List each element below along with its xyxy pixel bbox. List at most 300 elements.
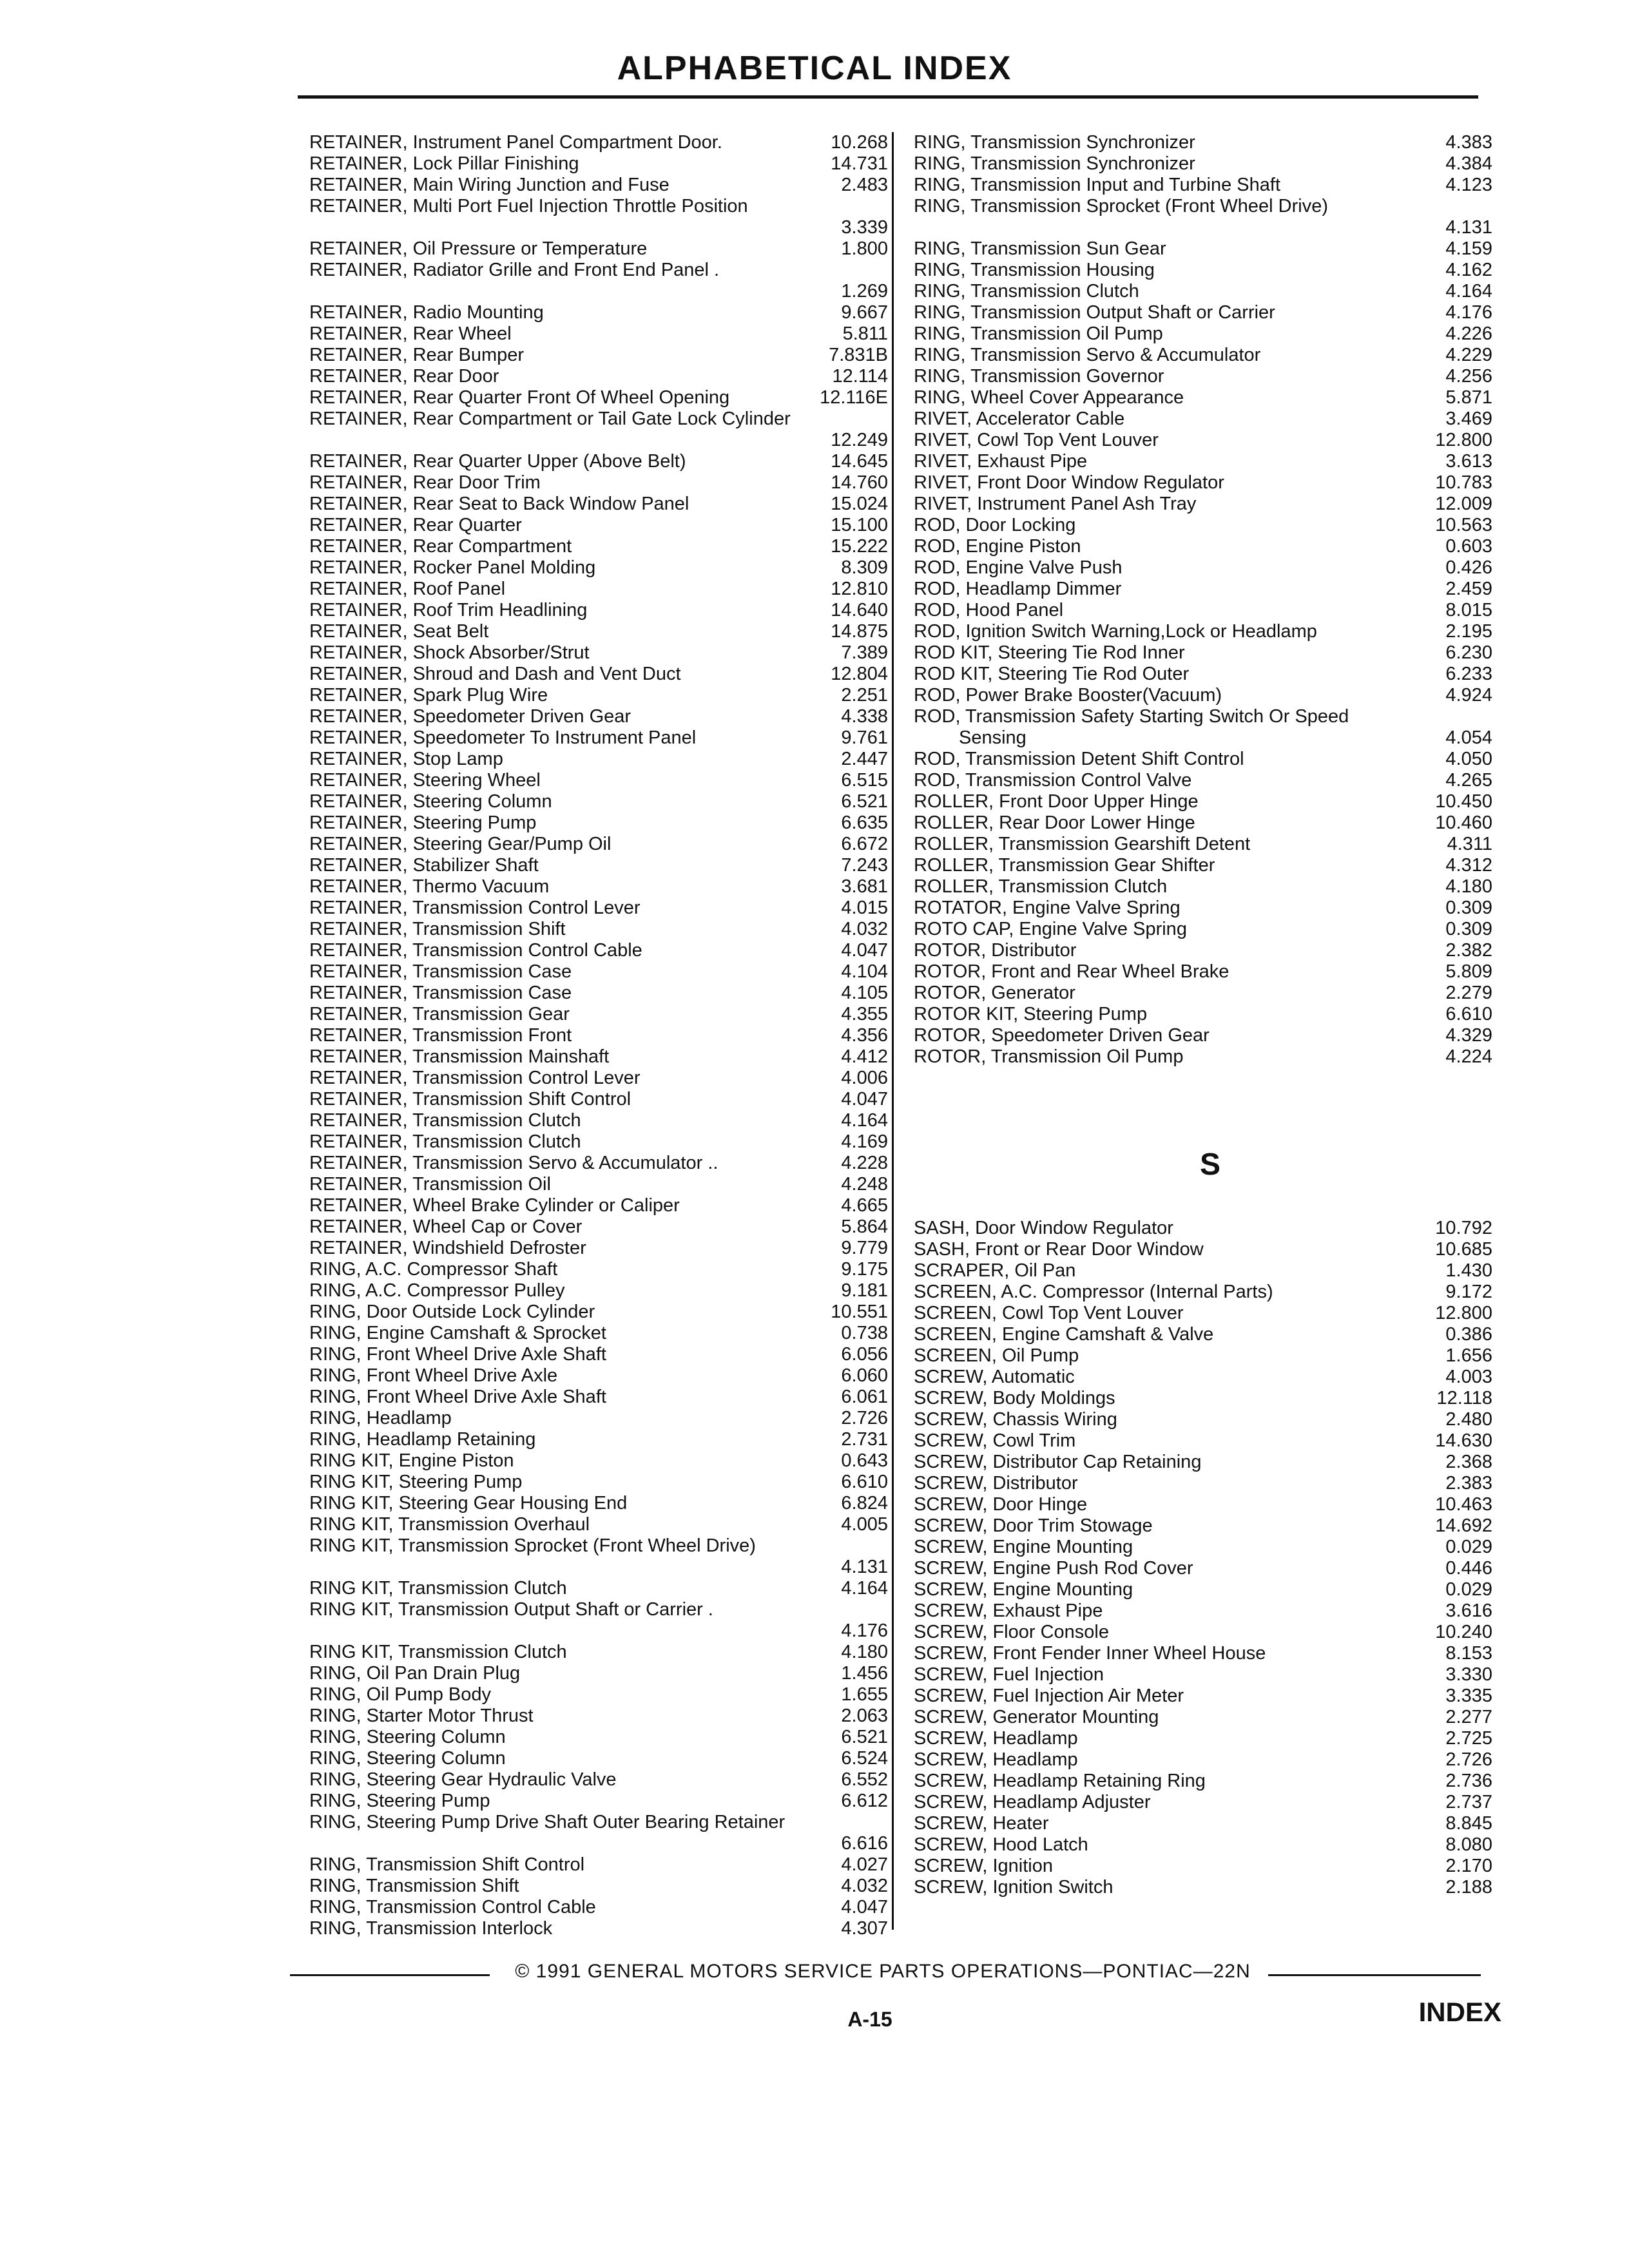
entry-page: 12.009 [1435,494,1492,514]
index-entry [309,1450,902,1472]
entry-name: RETAINER, Roof Trim Headlining [309,600,588,620]
entry-page: 3.339 [841,217,888,238]
entry-name: RING, Transmission Shift [309,1876,519,1896]
footer-rule-left [290,1974,490,1976]
index-entry [914,1813,1507,1834]
index-entry [914,1025,1507,1046]
entry-page: 12.800 [1435,430,1492,450]
index-entry [914,1834,1507,1856]
entry-page: 5.809 [1445,961,1492,982]
index-entry [914,706,1507,749]
entry-page: 4.123 [1445,175,1492,195]
entry-name: RING, Steering Gear Hydraulic Valve [309,1769,617,1790]
index-entry [309,238,902,260]
entry-name: RETAINER, Rear Wheel [309,323,512,344]
index-entry [309,812,902,834]
entry-name: RIVET, Exhaust Pipe [914,451,1088,472]
entry-page: 10.563 [1435,515,1492,535]
entry-name: ROD, Headlamp Dimmer [914,579,1122,599]
entry-name: RETAINER, Shock Absorber/Strut [309,642,590,663]
entry-name: RING KIT, Transmission Sprocket (Front Wheel Drive) [309,1535,756,1556]
index-entry [309,196,902,238]
entry-page: 0.029 [1445,1579,1492,1600]
entry-name: RING, Transmission Synchronizer [914,132,1195,153]
entry-name: RETAINER, Rear Compartment [309,536,572,557]
entry-page: 12.804 [831,664,888,684]
entry-name: SCREW, Headlamp Retaining Ring [914,1771,1206,1791]
index-entry [309,1259,902,1280]
entry-page: 4.356 [841,1025,888,1046]
index-entry [914,834,1507,855]
entry-page: 4.412 [841,1046,888,1067]
entry-name: ROD, Transmission Detent Shift Control [914,749,1244,769]
entry-page: 3.613 [1445,451,1492,472]
index-entry [914,855,1507,876]
entry-page: 6.635 [841,812,888,833]
entry-name: RETAINER, Main Wiring Junction and Fuse [309,175,670,195]
entry-page: 4.311 [1447,834,1492,854]
index-entry [914,387,1507,408]
index-entry [309,302,902,323]
entry-name: ROD, Transmission Control Valve [914,770,1192,791]
entry-page: 14.640 [831,600,888,620]
index-entry [309,749,902,770]
index-entry [914,685,1507,706]
index-entry [309,1791,902,1812]
index-entry [914,153,1507,175]
entry-page: 4.032 [841,919,888,939]
index-entry [914,302,1507,323]
entry-page: 2.459 [1445,579,1492,599]
index-entry [914,1856,1507,1877]
title-rule [298,95,1478,99]
index-entry [914,1622,1507,1643]
entry-page: 6.672 [841,834,888,854]
index-entry [309,727,902,749]
index-entry [309,408,902,451]
entry-name: RETAINER, Instrument Panel Compartment Door. [309,132,722,153]
entry-page: 1.800 [841,238,888,259]
entry-page: 6.610 [1445,1004,1492,1024]
index-entry [309,451,902,472]
entry-name: RING, A.C. Compressor Shaft [309,1259,558,1280]
index-entry [309,1174,902,1195]
entry-page: 7.831B [829,345,888,365]
entry-page: 2.195 [1445,621,1492,642]
entry-page: 14.630 [1435,1430,1492,1451]
entry-page: 4.164 [841,1578,888,1599]
index-entry [309,834,902,855]
entry-name: SCREW, Fuel Injection [914,1664,1104,1685]
page-title: ALPHABETICAL INDEX [617,50,1012,87]
index-entry [309,323,902,345]
index-entry [914,1282,1507,1303]
entry-page: 4.164 [841,1110,888,1131]
entry-page: 4.169 [841,1131,888,1152]
entry-page: 2.731 [841,1429,888,1450]
entry-name: RETAINER, Steering Column [309,791,552,812]
entry-page: 7.389 [841,642,888,663]
entry-page: 4.180 [1445,876,1492,897]
index-entry [914,791,1507,812]
entry-page: 14.645 [831,451,888,472]
entry-page: 10.685 [1435,1239,1492,1260]
entry-page: 4.176 [1445,302,1492,323]
entry-page: 10.463 [1435,1494,1492,1515]
entry-name: RING, Steering Column [309,1748,506,1769]
footer-section-label: INDEX [1418,1997,1501,2027]
entry-page: 0.738 [841,1323,888,1343]
entry-page: 14.875 [831,621,888,642]
entry-page: 4.924 [1445,685,1492,706]
entry-name: RING, Transmission Control Cable [309,1897,596,1917]
entry-name: ROTOR, Front and Rear Wheel Brake [914,961,1229,982]
entry-page: 14.760 [831,472,888,493]
entry-page: 4.180 [841,1642,888,1662]
entry-page: 2.737 [1445,1792,1492,1812]
entry-page: 0.029 [1445,1537,1492,1557]
entry-name: RETAINER, Spark Plug Wire [309,685,548,706]
entry-page: 4.104 [841,961,888,982]
index-entry [309,1727,902,1748]
entry-page: 5.864 [841,1216,888,1237]
entry-page: 2.382 [1445,940,1492,961]
entry-name: RING, Oil Pump Body [309,1684,492,1705]
entry-name: ROLLER, Transmission Gearshift Detent [914,834,1251,854]
entry-page: 0.309 [1445,898,1492,918]
entry-name: SCREEN, Cowl Top Vent Louver [914,1303,1184,1323]
entry-page: 6.612 [841,1791,888,1811]
entry-name: RING KIT, Transmission Clutch [309,1578,567,1599]
entry-name: ROLLER, Rear Door Lower Hinge [914,812,1195,833]
index-entry [309,1578,902,1599]
entry-name: RETAINER, Transmission Servo & Accumulator .. [309,1153,718,1173]
entry-name: RING, Front Wheel Drive Axle Shaft [309,1387,606,1407]
footer-copyright: © 1991 GENERAL MOTORS SERVICE PARTS OPERATIONS—PONTIAC—22N [515,1961,1251,1982]
index-entry [309,1706,902,1727]
index-entry [309,1642,902,1663]
entry-page: 4.384 [1445,153,1492,174]
entry-name: RETAINER, Rear Door [309,366,499,387]
entry-page: 8.015 [1445,600,1492,620]
entry-name: RETAINER, Stabilizer Shaft [309,855,539,876]
index-entry [309,1216,902,1238]
entry-name: RETAINER, Multi Port Fuel Injection Throttle Position [309,196,748,216]
entry-name: RING, Front Wheel Drive Axle [309,1365,558,1386]
index-entry [914,1303,1507,1324]
entry-page: 2.063 [841,1706,888,1726]
entry-page: 2.725 [1445,1728,1492,1749]
index-entry [914,579,1507,600]
index-entry [309,472,902,494]
entry-name: RETAINER, Transmission Case [309,983,572,1003]
entry-name: RETAINER, Windshield Defroster [309,1238,586,1258]
entry-page: 10.783 [1435,472,1492,493]
index-entry [309,791,902,812]
entry-name: RIVET, Accelerator Cable [914,408,1125,429]
index-entry [309,1812,902,1854]
index-entry [914,557,1507,579]
entry-name: RETAINER, Transmission Mainshaft [309,1046,610,1067]
entry-name: RETAINER, Transmission Case [309,961,572,982]
entry-name: ROTOR, Distributor [914,940,1077,961]
index-entry [914,1771,1507,1792]
entry-name: ROTOR, Transmission Oil Pump [914,1046,1184,1067]
entry-page: 4.248 [841,1174,888,1195]
entry-page: 4.027 [841,1854,888,1875]
entry-name: ROTO CAP, Engine Valve Spring [914,919,1187,939]
index-entry [914,408,1507,430]
entry-name: SASH, Front or Rear Door Window [914,1239,1204,1260]
entry-page: 6.521 [841,791,888,812]
entry-page: 4.054 [1445,727,1492,748]
index-entry [914,1367,1507,1388]
entry-name: RETAINER, Transmission Control Lever [309,1068,641,1088]
entry-name: SCREW, Chassis Wiring [914,1409,1117,1430]
entry-name: RING KIT, Steering Gear Housing End [309,1493,628,1514]
index-entry [914,1600,1507,1622]
index-entry [914,1494,1507,1515]
index-entry [914,1515,1507,1537]
index-entry [309,1429,902,1450]
entry-page: 6.524 [841,1748,888,1769]
entry-page: 6.230 [1445,642,1492,663]
entry-name: SCREW, Front Fender Inner Wheel House [914,1643,1266,1664]
index-entry [309,685,902,706]
index-entry [914,1345,1507,1367]
index-entry [914,260,1507,281]
entry-name: RETAINER, Transmission Clutch [309,1131,581,1152]
index-entry [914,1388,1507,1409]
entry-name: SCREW, Engine Mounting [914,1579,1133,1600]
entry-page: 4.329 [1445,1025,1492,1046]
entry-page: 4.159 [1445,238,1492,259]
entry-page: 0.603 [1445,536,1492,557]
entry-page: 14.731 [831,153,888,174]
entry-page: 1.656 [1445,1345,1492,1366]
index-entry [309,1323,902,1344]
page-number: A-15 [847,2008,892,2031]
entry-page: 1.430 [1445,1260,1492,1281]
entry-name: SCREW, Engine Mounting [914,1537,1133,1557]
index-entry [309,1110,902,1131]
index-entry [309,1004,902,1025]
index-entry [914,281,1507,302]
entry-page: 6.552 [841,1769,888,1790]
entry-name: RETAINER, Transmission Control Cable [309,940,642,961]
entry-name: SCRAPER, Oil Pan [914,1260,1076,1281]
entry-name: ROD, Door Locking [914,515,1076,535]
entry-page: 4.162 [1445,260,1492,280]
entry-name: RETAINER, Rear Compartment or Tail Gate Lock Cylinder [309,408,791,429]
entry-page: 4.665 [841,1195,888,1216]
index-entry [309,1514,902,1535]
index-entry [309,387,902,408]
entry-page: 2.251 [841,685,888,706]
index-entry [914,1324,1507,1345]
entry-page: 10.450 [1435,791,1492,812]
index-entry [309,1046,902,1068]
index-column-right [914,132,1507,1068]
index-entry [309,664,902,685]
index-entry [309,1089,902,1110]
entry-name: SCREW, Engine Push Rod Cover [914,1558,1193,1579]
entry-name: ROD, Transmission Safety Starting Switch Or Speed Sensing [914,706,1349,748]
entry-page: 12.810 [831,579,888,599]
entry-page: 4.015 [841,898,888,918]
entry-page: 4.265 [1445,770,1492,791]
index-entry [309,153,902,175]
entry-name: RING, Headlamp Retaining [309,1429,536,1450]
entry-name: ROLLER, Transmission Clutch [914,876,1168,897]
index-entry [309,1472,902,1493]
index-entry [914,1239,1507,1260]
index-entry [914,983,1507,1004]
entry-page: 4.050 [1445,749,1492,769]
entry-name: ROTOR, Speedometer Driven Gear [914,1025,1210,1046]
entry-page: 4.105 [841,983,888,1003]
index-entry [309,1918,902,1939]
entry-name: RING KIT, Transmission Clutch [309,1642,567,1662]
entry-name: RETAINER, Rear Door Trim [309,472,541,493]
entry-name: RING, Starter Motor Thrust [309,1706,534,1726]
entry-name: RETAINER, Transmission Clutch [309,1110,581,1131]
entry-page: 0.386 [1445,1324,1492,1345]
entry-page: 4.047 [841,940,888,961]
entry-page: 7.243 [841,855,888,876]
entry-name: RING, Transmission Output Shaft or Carrier [914,302,1275,323]
entry-page: 5.871 [1445,387,1492,408]
index-entry [914,1452,1507,1473]
entry-page: 4.164 [1445,281,1492,302]
index-entry [914,175,1507,196]
entry-page: 4.176 [841,1620,888,1641]
entry-page: 4.229 [1445,345,1492,365]
index-entry [914,515,1507,536]
index-entry [914,1664,1507,1686]
index-entry [309,1387,902,1408]
index-entry [309,1131,902,1153]
index-entry [309,175,902,196]
index-entry [309,642,902,664]
section-heading-s: S [1199,1148,1220,1182]
index-entry [309,983,902,1004]
entry-page: 4.032 [841,1876,888,1896]
entry-name: RING, Transmission Sun Gear [914,238,1166,259]
entry-name: RETAINER, Oil Pressure or Temperature [309,238,648,259]
entry-name: RETAINER, Steering Gear/Pump Oil [309,834,612,854]
entry-name: SCREW, Fuel Injection Air Meter [914,1686,1184,1706]
entry-page: 6.515 [841,770,888,791]
entry-page: 4.131 [1445,217,1492,238]
entry-page: 4.224 [1445,1046,1492,1067]
entry-name: RING, Transmission Sprocket (Front Wheel Drive) [914,196,1328,216]
entry-name: SCREEN, A.C. Compressor (Internal Parts) [914,1282,1273,1302]
index-entry [309,1280,902,1302]
index-entry [914,1558,1507,1579]
index-entry [309,1876,902,1897]
entry-page: 14.692 [1435,1515,1492,1536]
entry-name: ROLLER, Transmission Gear Shifter [914,855,1215,876]
entry-page: 8.309 [841,557,888,578]
entry-page: 10.792 [1435,1218,1492,1238]
entry-page: 6.616 [841,1833,888,1854]
index-entry [914,1046,1507,1068]
entry-page: 9.172 [1445,1282,1492,1302]
index-entry [309,940,902,961]
index-entry [914,366,1507,387]
entry-name: RING, Transmission Servo & Accumulator [914,345,1261,365]
entry-name: RING KIT, Transmission Overhaul [309,1514,590,1535]
entry-page: 1.269 [841,281,888,302]
entry-page: 4.226 [1445,323,1492,344]
entry-name: RETAINER, Thermo Vacuum [309,876,550,897]
index-column-s [914,1218,1507,1898]
entry-page: 4.307 [841,1918,888,1939]
entry-page: 10.551 [831,1302,888,1322]
entry-name: RETAINER, Speedometer Driven Gear [309,706,631,727]
index-entry [914,642,1507,664]
entry-page: 2.483 [841,175,888,195]
entry-name: SCREW, Ignition Switch [914,1877,1113,1898]
index-entry [914,664,1507,685]
index-entry [914,961,1507,983]
index-entry [914,940,1507,961]
entry-page: 4.228 [841,1153,888,1173]
index-entry [309,515,902,536]
entry-name: RETAINER, Transmission Front [309,1025,572,1046]
index-entry [309,1195,902,1216]
index-entry [309,536,902,557]
entry-name: SCREEN, Engine Camshaft & Valve [914,1324,1214,1345]
index-entry [309,1365,902,1387]
entry-name: SCREEN, Oil Pump [914,1345,1079,1366]
index-entry [914,1749,1507,1771]
entry-name: RETAINER, Stop Lamp [309,749,503,769]
column-divider [892,132,894,1930]
entry-page: 2.368 [1445,1452,1492,1472]
entry-name: RIVET, Front Door Window Regulator [914,472,1224,493]
entry-page: 4.005 [841,1514,888,1535]
entry-page: 2.383 [1445,1473,1492,1494]
entry-page: 8.845 [1445,1813,1492,1834]
entry-page: 0.309 [1445,919,1492,939]
entry-page: 2.726 [1445,1749,1492,1770]
entry-name: RING, Transmission Interlock [309,1918,553,1939]
entry-name: RING KIT, Transmission Output Shaft or Carrier . [309,1599,713,1620]
index-entry [309,706,902,727]
entry-name: RETAINER, Roof Panel [309,579,506,599]
entry-page: 12.118 [1436,1388,1492,1408]
entry-name: ROLLER, Front Door Upper Hinge [914,791,1199,812]
entry-name: SCREW, Ignition [914,1856,1053,1876]
entry-page: 6.521 [841,1727,888,1747]
index-entry [309,1238,902,1259]
entry-page: 6.056 [841,1344,888,1365]
index-entry [309,898,902,919]
entry-page: 10.460 [1435,812,1492,833]
entry-name: RETAINER, Lock Pillar Finishing [309,153,579,174]
index-entry [914,1409,1507,1430]
entry-page: 5.811 [842,323,888,344]
entry-name: RETAINER, Speedometer To Instrument Panel [309,727,697,748]
index-entry [309,1599,902,1642]
index-entry [309,621,902,642]
entry-page: 9.667 [841,302,888,323]
index-entry [914,472,1507,494]
entry-page: 4.256 [1445,366,1492,387]
index-entry [914,812,1507,834]
